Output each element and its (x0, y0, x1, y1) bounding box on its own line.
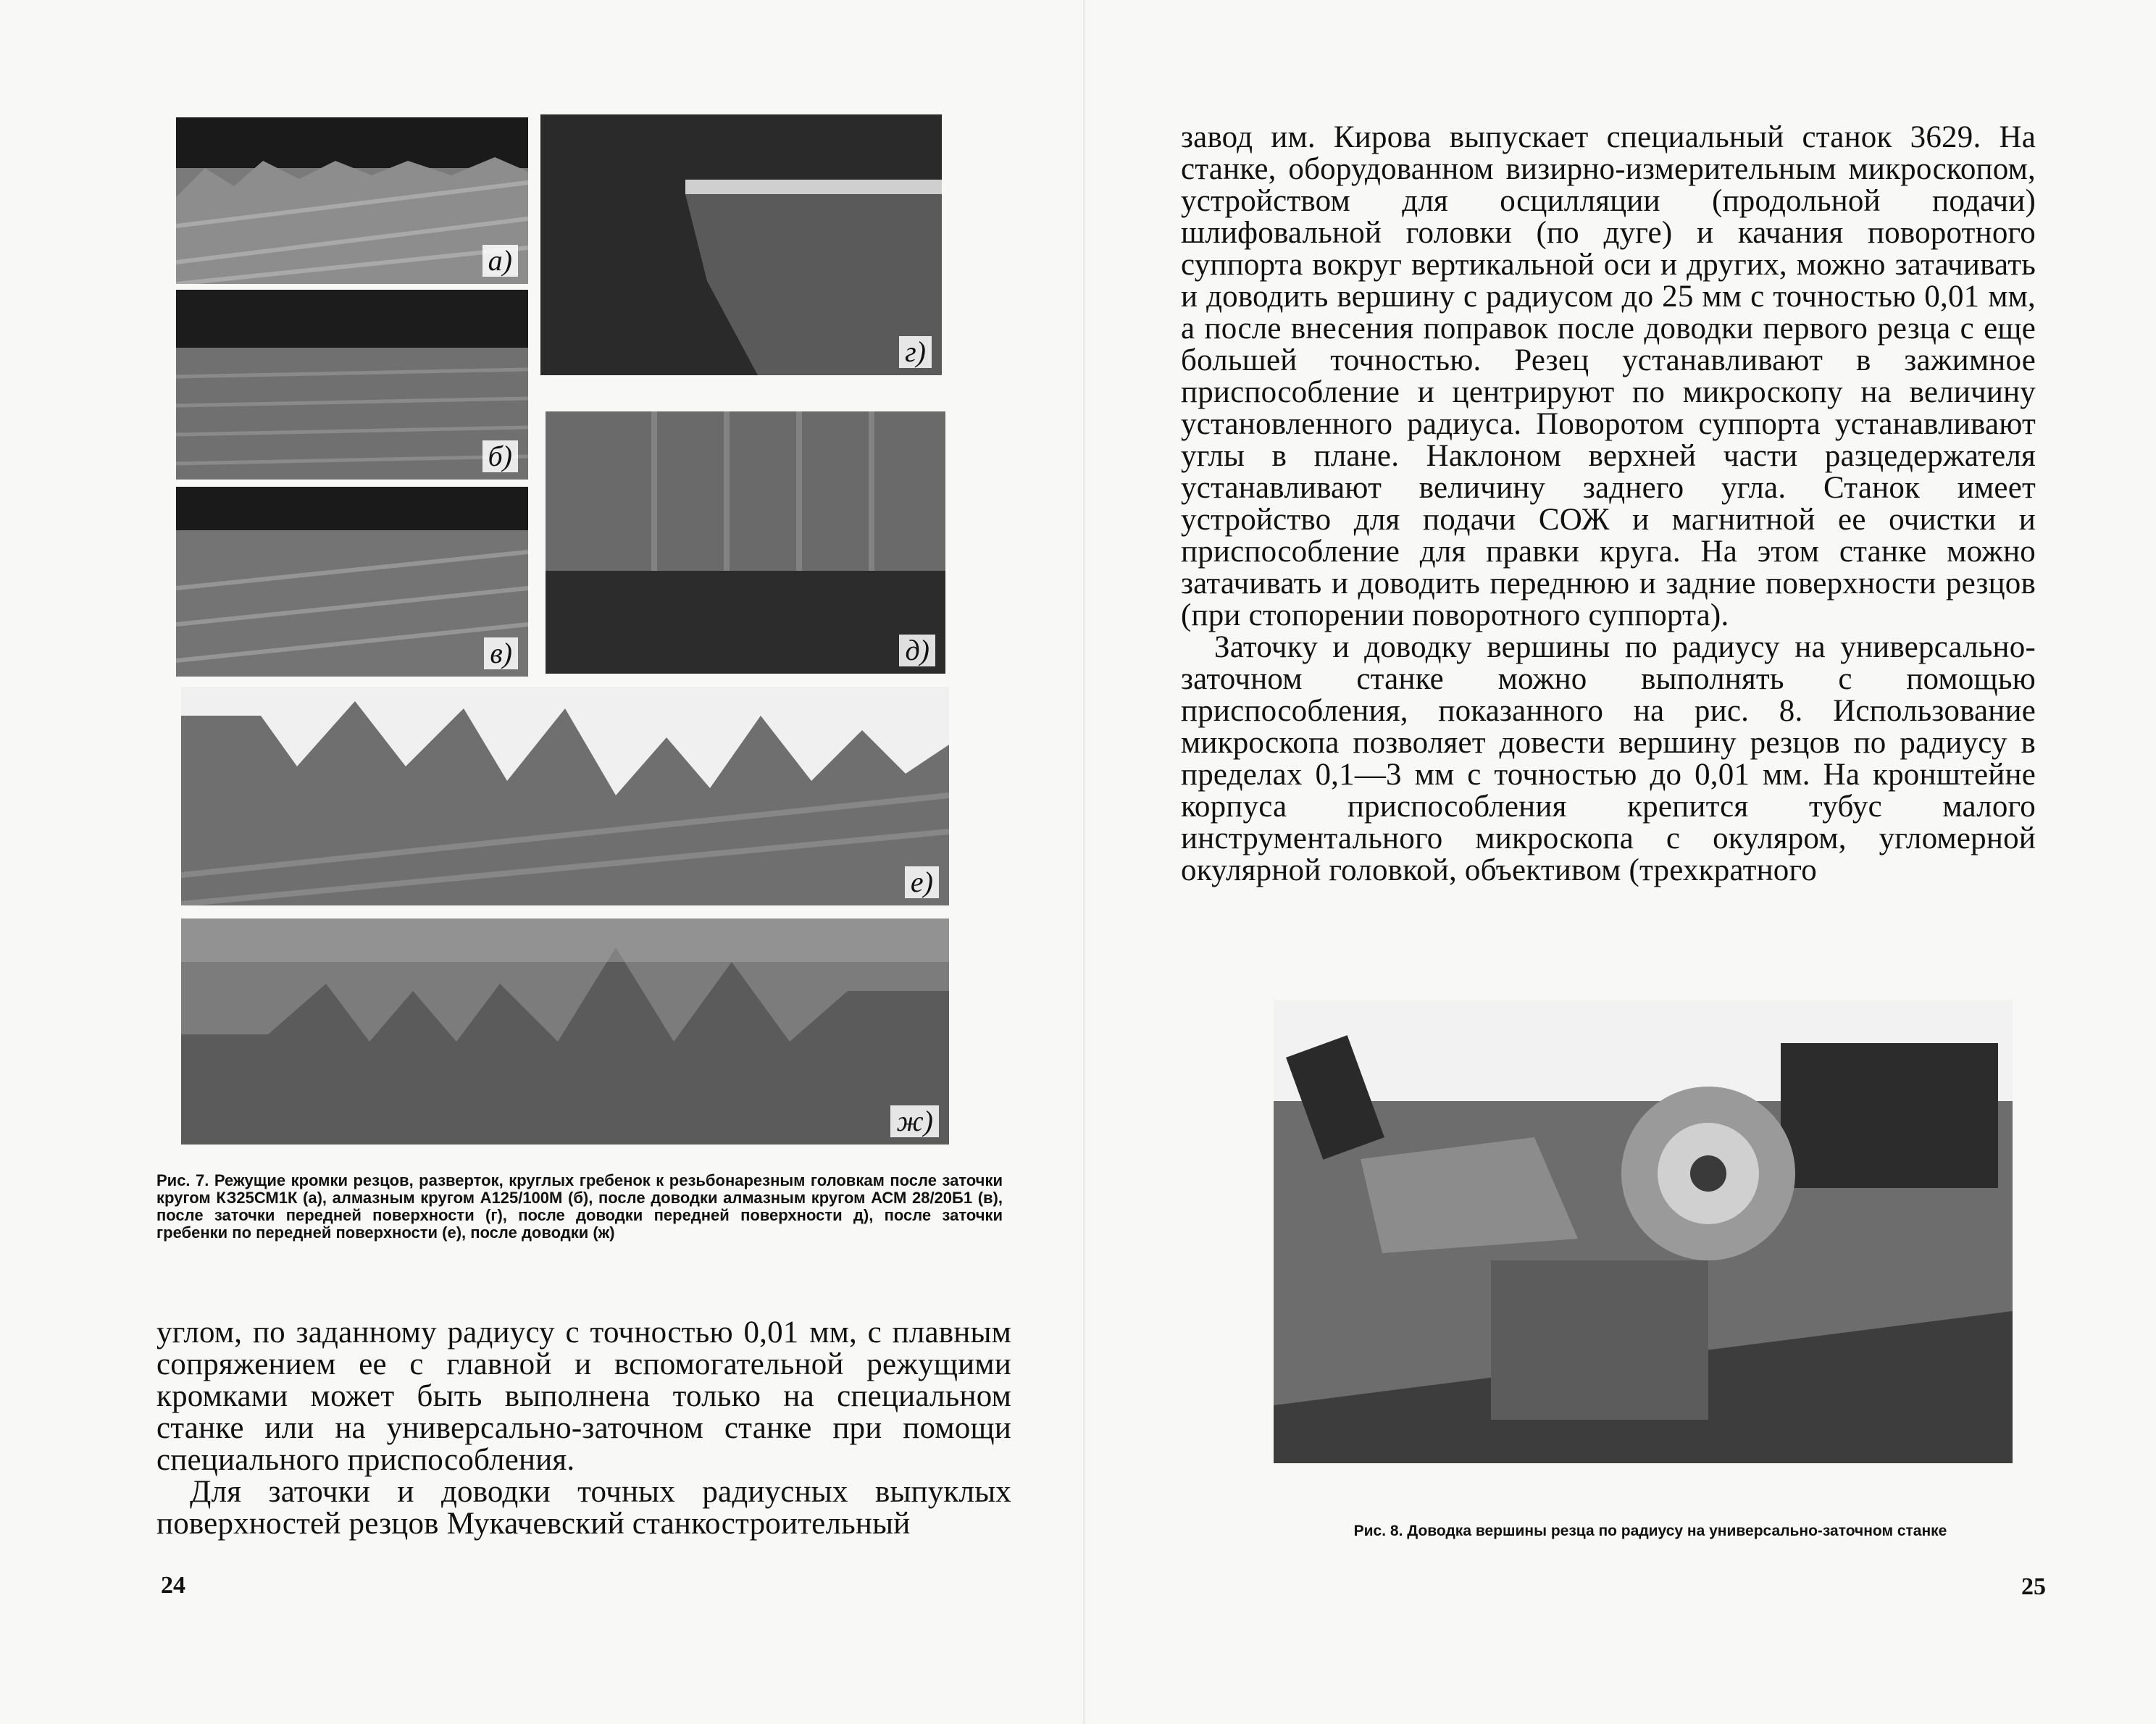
panel-b-label: б) (482, 440, 518, 472)
right-paragraph-2: Заточку и доводку вершины по радиусу на универсально-заточном станке можно выполнять с помощью приспособления, показанного на рис. 8. Использование микроскопа позволяет довести вершину резцов по радиусу в пределах 0,1—3 мм с точностью до 0,01 мм. На кронштейне корпуса приспособления крепится тубус малого инструментального микроскопа с окуляром, угломерной окулярной головкой, объективом (трехкратного (1181, 630, 2036, 887)
right-page (1087, 0, 2156, 1724)
panel-g-label: г) (899, 336, 932, 368)
left-paragraph-2: Для заточки и доводки точных радиусных выпуклых поверхностей резцов Мукачевский станкостроительный (156, 1475, 1011, 1541)
right-page-number: 25 (2021, 1573, 2046, 1600)
panel-zh-image (181, 919, 949, 1145)
figure7-caption: Рис. 7. Режущие кромки резцов, разверток, круглых гребенок к резьбонарезным головкам после заточки кругом КЗ25СМ1К (а), алмазным кругом А125/100М (б), после доводки алмазным кругом АСМ 28/20Б1 (в), после заточки передней поверхности (г), после доводки передней поверхности д), после заточки гребенки по передней поверхности (е), после доводки (ж) (156, 1171, 1003, 1242)
figure8-caption: Рис. 8. Доводка вершины резца по радиусу на универсально-заточном станке (1353, 1523, 1947, 1539)
figure7-panel-zh (181, 919, 949, 1145)
panel-a-label: а) (482, 245, 518, 277)
left-body-text (156, 1317, 1011, 1540)
panel-a-image (176, 117, 528, 284)
figure7-panel-b (176, 290, 528, 480)
panel-g-image (540, 114, 942, 375)
figure8-photo (1274, 1000, 2013, 1463)
left-page-number: 24 (161, 1572, 185, 1599)
left-paragraph-1: углом, по заданному радиусу с точностью 0,01 мм, с плавным сопряжением ее с главной и вспомогательной режущими кромками может быть выполнена только на специальном станке или на универсально-заточном станке при помощи специального приспособления. (156, 1315, 1011, 1477)
panel-v-label: в) (484, 637, 518, 669)
figure7-panel-g (540, 114, 942, 375)
panel-d-label: д) (899, 635, 935, 666)
panel-v-image (176, 487, 528, 677)
right-paragraph-1: завод им. Кирова выпускает специальный станок 3629. На станке, оборудованном визирно-измерительным микроскопом, устройством для осцилляции (продольной подачи) шлифовальной головки (по дуге) и качания поворотного суппорта вокруг вертикальной оси и других, можно затачивать и доводить вершину с радиусом до 25 мм с точностью 0,01 мм, а после внесения поправок после доводки первого резца с еще большей точностью. Резец устанавливают в зажимное приспособление и центрируют по микроскопу на величину установленного радиуса. Поворотом суппорта устанавливают углы в плане. Наклоном верхней части разцедержателя устанавливают величину заднего угла. Станок имеет устройство для подачи СОЖ и магнитной ее очистки и приспособление для правки круга. На этом станке можно затачивать и доводить переднюю и задние поверхности резцов (при стопорении поворотного суппорта). (1181, 120, 2036, 632)
figure7-panel-v (176, 487, 528, 677)
grinding-machine-image (1274, 1000, 2013, 1463)
right-body-text (1181, 122, 2036, 887)
panel-e-image (181, 687, 949, 905)
panel-b-image (176, 290, 528, 480)
panel-d-image (546, 411, 945, 674)
figure7-panel-e (181, 687, 949, 905)
figure7-panel-a (176, 117, 528, 284)
figure7-panel-d (546, 411, 945, 674)
panel-zh-label: ж) (890, 1105, 939, 1137)
panel-e-label: е) (905, 866, 939, 898)
